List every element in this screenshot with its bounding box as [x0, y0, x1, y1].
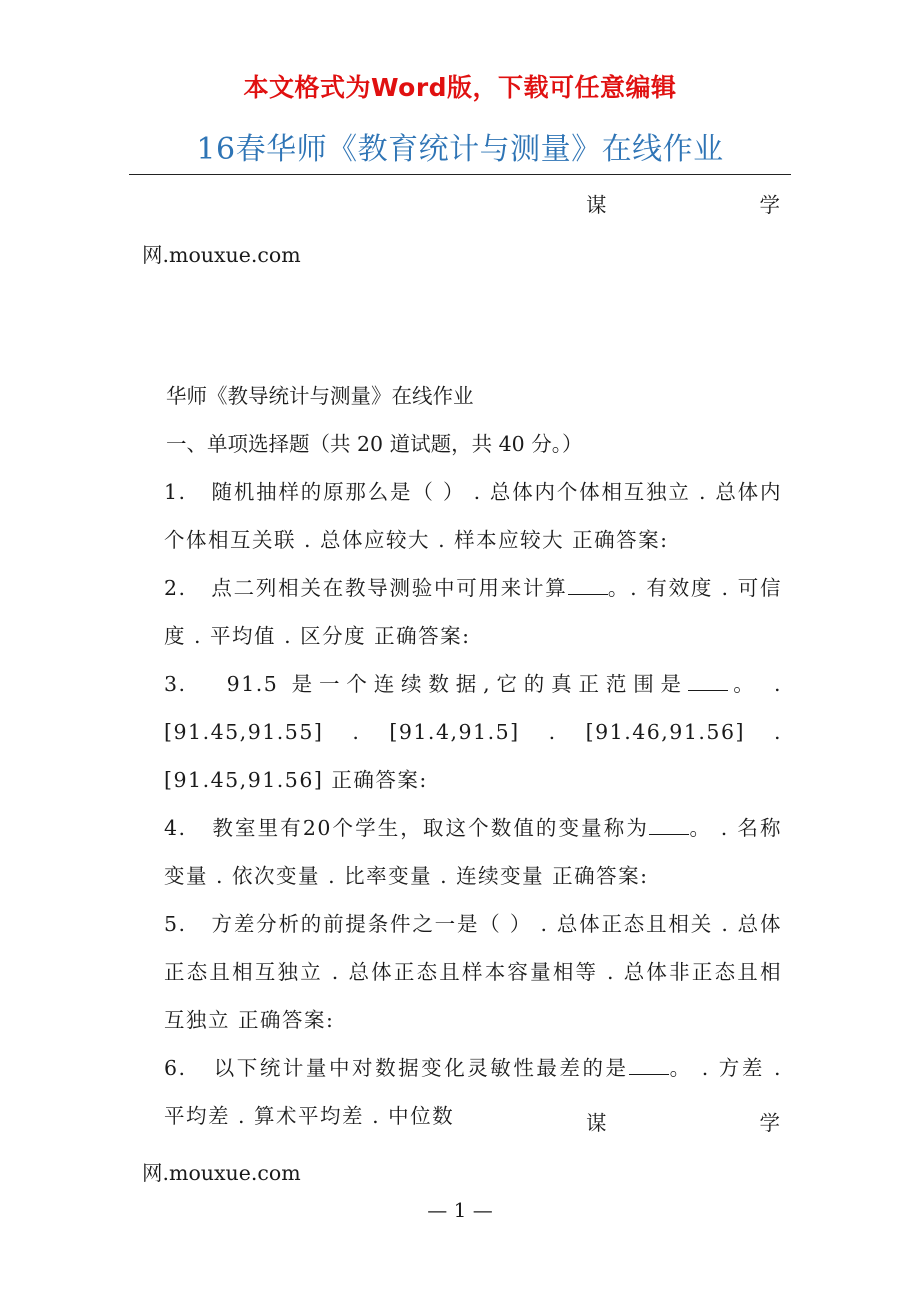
question-4: [142, 804, 782, 900]
watermark-url: 网.mouxue.com: [142, 243, 301, 267]
question-number: 1.: [164, 480, 187, 504]
question-3: [142, 660, 782, 804]
question-text: 方差分析的前提条件之一是（ ） . 总体正态且相关 . 总体正态且相互独立 . 总体正态且样本容量相等 . 总体非正态且相互独立 正确答案:: [164, 912, 782, 1032]
question-options: 。 . 方差 . 平均差 . 算术平均差 . 中位数: [164, 1056, 782, 1128]
document-title: 16春华师《教育统计与测量》在线作业: [196, 132, 724, 167]
question-1: [142, 468, 782, 564]
format-notice-banner: 本文格式为Word版，下载可任意编辑: [243, 73, 677, 102]
question-number: 2.: [164, 576, 187, 600]
question-number: 3.: [164, 672, 187, 696]
question-text: 教室里有20个学生，取这个数值的变量称为: [212, 816, 649, 840]
watermark-char-1: 谋: [586, 1111, 607, 1135]
watermark-url: 网.mouxue.com: [142, 1161, 301, 1185]
question-number: 6.: [164, 1056, 187, 1080]
answer-blank: [568, 576, 608, 595]
question-5: [142, 900, 782, 1044]
title-divider: [129, 174, 791, 175]
section-heading: 一、单项选择题（共 20 道试题，共 40 分。）: [166, 432, 583, 456]
question-2: [142, 564, 782, 660]
answer-blank: [649, 816, 689, 835]
question-number: 5.: [164, 912, 187, 936]
document-body: [142, 372, 782, 1140]
question-number: 4.: [164, 816, 187, 840]
question-text: 91.5 是一个连续数据,它的真正范围是: [226, 672, 688, 696]
watermark-char-1: 谋: [586, 193, 607, 217]
watermark-char-2: 学: [759, 1111, 780, 1135]
question-text: 以下统计量中对数据变化灵敏性最差的是: [213, 1056, 629, 1080]
watermark-char-2: 学: [759, 193, 780, 217]
answer-blank: [629, 1056, 669, 1075]
content-heading: 华师《教导统计与测量》在线作业: [166, 384, 474, 408]
question-options: 。. 有效度 . 可信度 . 平均值 . 区分度 正确答案:: [164, 576, 783, 648]
question-text: 点二列相关在教导测验中可用来计算: [211, 576, 568, 600]
question-6: [142, 1044, 782, 1140]
question-text: 随机抽样的原那么是（ ） . 总体内个体相互独立 . 总体内个体相互关联 . 总体应较大 . 样本应较大 正确答案:: [164, 480, 782, 552]
page-number: — 1 —: [427, 1198, 493, 1222]
question-options: 。 . 名称变量 . 依次变量 . 比率变量 . 连续变量 正确答案:: [164, 816, 782, 888]
answer-blank: [688, 672, 728, 691]
question-options: 。 . [91.45,91.55] . [91.4,91.5] . [91.46,91.56] . [91.45,91.56] 正确答案:: [164, 672, 782, 792]
